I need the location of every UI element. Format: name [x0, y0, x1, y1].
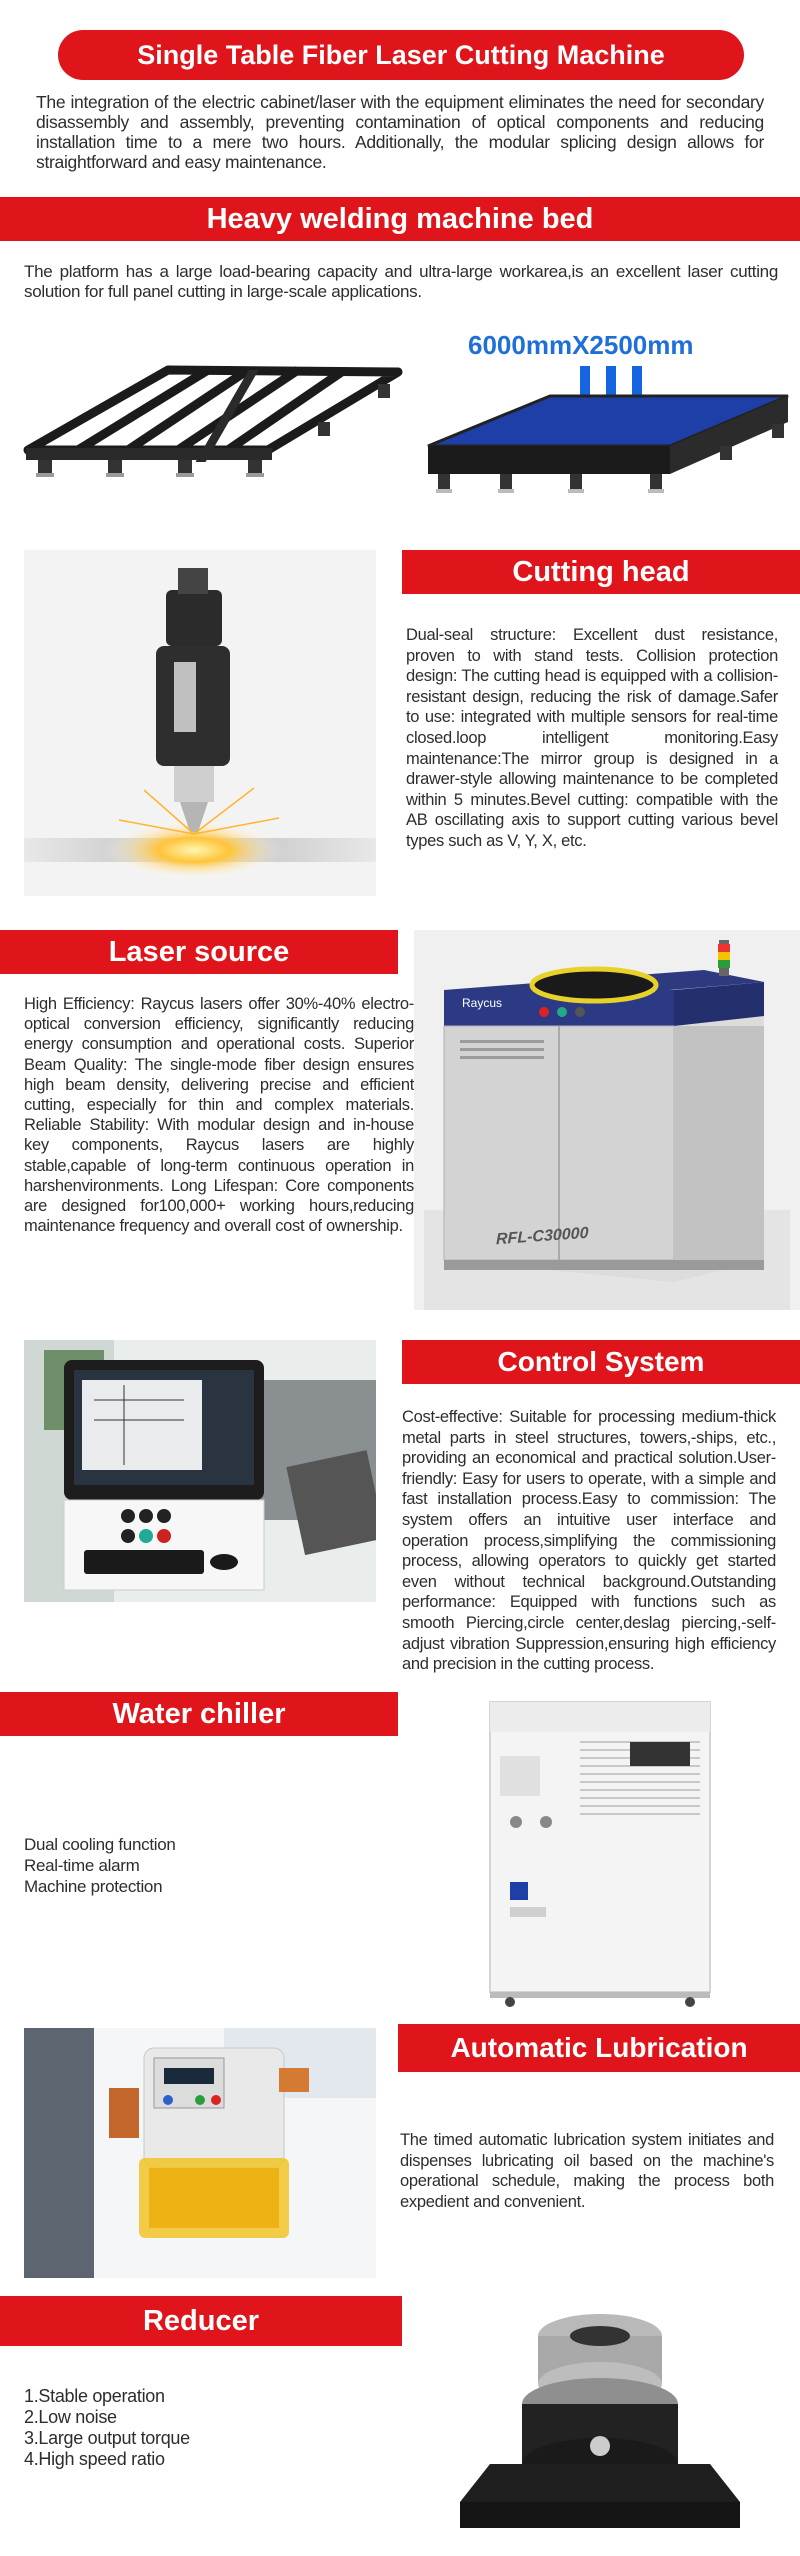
page-title-text: Single Table Fiber Laser Cutting Machine — [137, 40, 665, 70]
section-lubrication-title — [398, 2024, 800, 2072]
water-chiller-item: Real-time alarm — [24, 1856, 140, 1875]
section-bed-title — [0, 197, 800, 241]
lubrication-image — [24, 2028, 376, 2278]
section-water-chiller-title-text: Water chiller — [112, 1698, 286, 1730]
intro-text-content: The integration of the electric cabinet/laser with the equipment eliminates the need for secondary disassembly and assembly, preventing contamination of optical components and reducing installation time to a mere two hours. Additionally, the modular splicing design allows for straightforward and easy maintenance. — [36, 92, 764, 172]
section-reducer-title — [0, 2296, 402, 2346]
section-water-chiller-title — [0, 1692, 398, 1736]
lubrication-text-content: The timed automatic lubrication system initiates and dispenses lubricating oil based on the machine's operational schedule, making the process both expedient and convenient. — [400, 2131, 774, 2211]
laser-source-text-content: High Efficiency: Raycus lasers offer 30%-40% electro-optical conversion efficiency, significantly reducing energy consumption and operational costs. Superior Beam Quality: The single-mode fiber design ensures high beam density, delivering precise and efficient cutting, especially for thin and complex materials. Reliable Stability: With modular design and in-house key components, Raycus lasers are highly stable,capable of long-term continuous operation in harshenvironments. Long Lifespan: Core components are designed for100,000+ working hours,reducing maintenance frequency and overall cost of ownership. — [24, 995, 414, 1236]
bed-text — [24, 262, 778, 302]
bed-frame-image — [18, 340, 408, 500]
section-lubrication-title-text: Automatic Lubrication — [450, 2032, 748, 2063]
bed-table-image — [420, 394, 792, 504]
water-chiller-item: Machine protection — [24, 1877, 163, 1896]
reducer-list — [24, 2386, 384, 2470]
section-laser-source-title — [0, 930, 398, 974]
bed-size-label — [468, 330, 768, 361]
control-system-text-content: Cost-effective: Suitable for processing medium-thick metal parts in steel structures, towers,-ships, etc., providing an economical and practical solution.User-friendly: Easy for users to operate, with a simple and fast installation process.Easy to commission: The system offers an intuitive user interface and operation process,simplifying the commissioning process, allowing operators to quickly get started even without technical background.Outstanding performance: Equipped with functions such as smooth Piercing,circle center,deslag piercing,-self-adjust vibration Suppression,ensuring high efficiency and precision in the cutting process. — [402, 1408, 776, 1674]
lubrication-text — [400, 2130, 774, 2212]
water-chiller-item: Dual cooling function — [24, 1835, 176, 1854]
section-cutting-head-title — [402, 550, 800, 594]
cutting-head-image — [24, 550, 376, 896]
section-reducer-title-text: Reducer — [142, 2305, 260, 2337]
section-control-system-title — [402, 1340, 800, 1384]
reducer-item: 4.High speed ratio — [24, 2449, 165, 2469]
section-bed-title-text: Heavy welding machine bed — [206, 203, 594, 235]
cutting-head-text-content: Dual-seal structure: Excellent dust resistance, proven to with stand tests. Collision protection design: The cutting head is equipped with a collision-resistant design, reducing the risk of damage.Safer to use: integrated with multiple sensors for real-time closed.loop intelligent monitoring.Easy maintenance:The mirror group is designed in a drawer-style allowing maintenance to be completed within 5 minutes.Bevel cutting: compatible with the AB oscillating axis to support cutting various bevel types such as V, Y, X, etc. — [406, 626, 778, 850]
bed-size-label-text: 6000mmX2500mm — [468, 330, 694, 360]
bed-text-content: The platform has a large load-bearing capacity and ultra-large workarea,is an excellent laser cutting solution for full panel cutting in large-scale applications. — [24, 262, 778, 301]
intro-text — [36, 92, 764, 172]
laser-brand-label-text: Raycus — [462, 996, 503, 1010]
laser-model-label-text: RFL-C30000 — [496, 1224, 589, 1249]
laser-source-image — [414, 930, 800, 1310]
page-title — [58, 30, 744, 80]
reducer-item: 1.Stable operation — [24, 2386, 165, 2406]
section-control-system-title-text: Control System — [497, 1346, 705, 1377]
water-chiller-image — [430, 1692, 770, 2012]
laser-brand-label — [462, 996, 502, 1010]
section-laser-source-title-text: Laser source — [108, 936, 290, 968]
reducer-item: 3.Large output torque — [24, 2428, 190, 2448]
reducer-image — [430, 2296, 770, 2550]
laser-source-text — [24, 994, 414, 1236]
reducer-item: 2.Low noise — [24, 2407, 117, 2427]
section-cutting-head-title-text: Cutting head — [512, 556, 690, 588]
control-system-text — [402, 1407, 776, 1675]
control-system-image — [24, 1340, 376, 1602]
cutting-head-text — [406, 625, 778, 852]
water-chiller-list — [24, 1834, 384, 1897]
